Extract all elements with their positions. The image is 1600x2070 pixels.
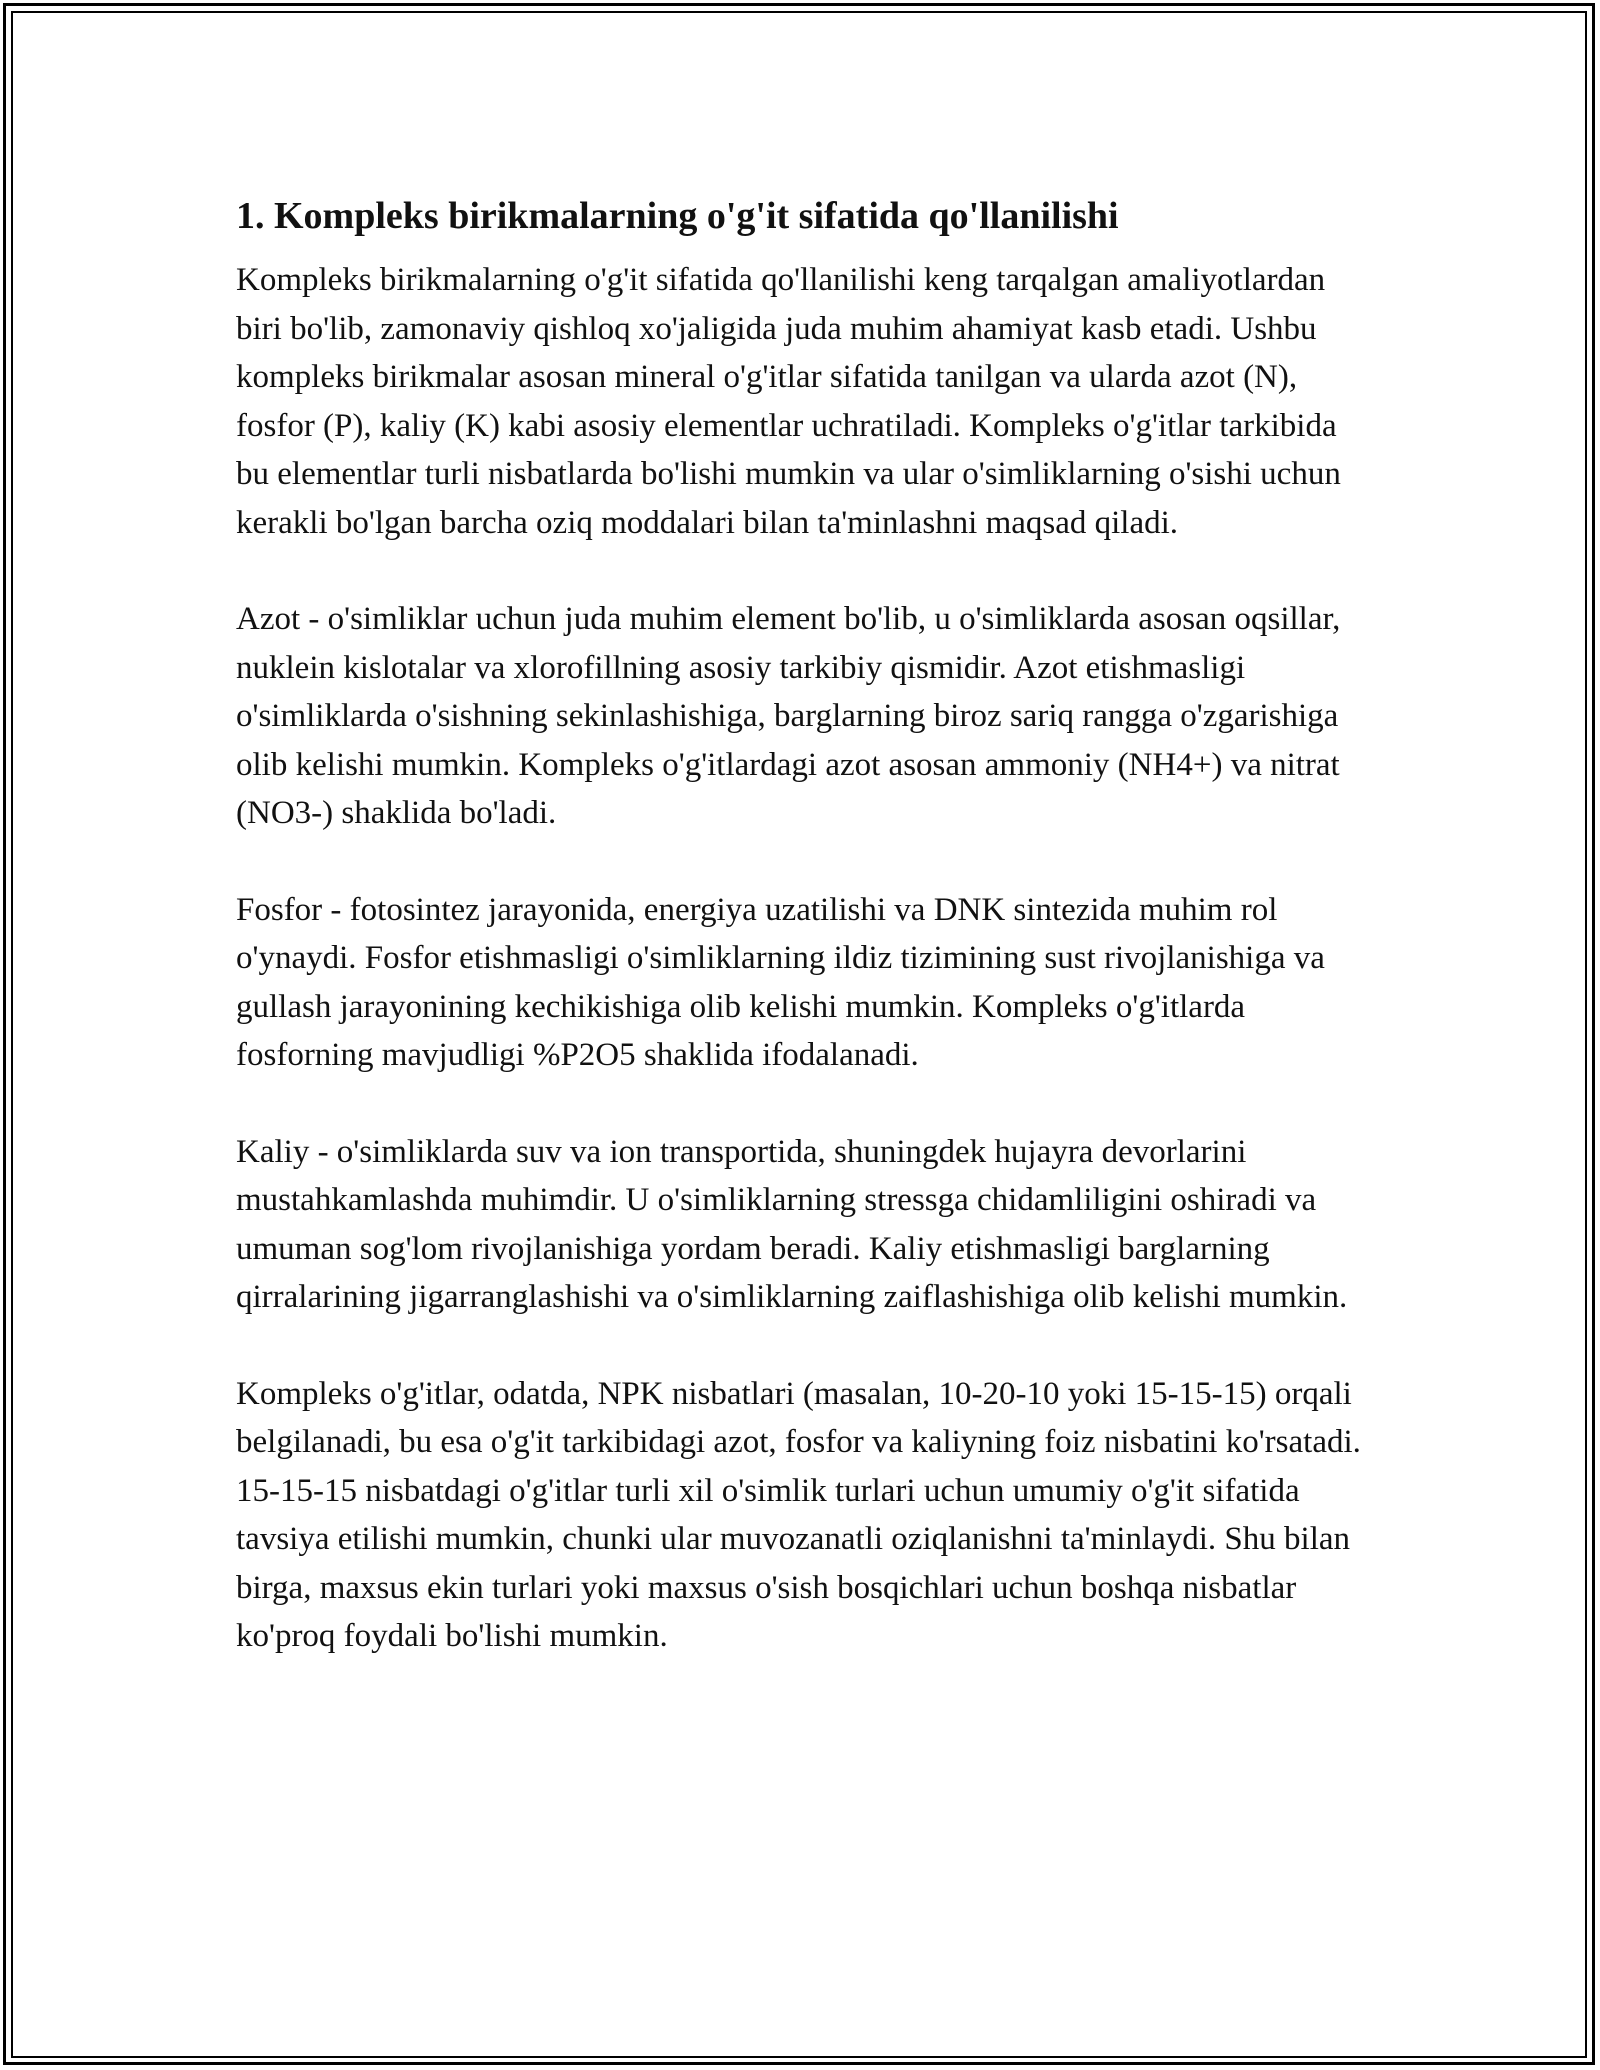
paragraph-potassium: Kaliy - o'simliklarda suv va ion transportida, shuningdek hujayra devorlarini mustahkamlashda muhimdir. U o'simliklarning stressga chidamliligini oshiradi va umuman sog'lom rivojlanishiga yordam beradi. Kaliy etishmasligi barglarning qirralarining jigarranglashishi va o'simliklarning zaiflashishiga olib kelishi mumkin. bbox=[236, 1133, 1348, 1315]
document-content bbox=[236, 188, 1366, 1709]
section-heading: 1. Kompleks birikmalarning o'g'it sifatida qo'llanilishi bbox=[236, 195, 1119, 237]
paragraph-nitrogen: Azot - o'simliklar uchun juda muhim element bo'lib, u o'simliklarda asosan oqsillar, nuklein kislotalar va xlorofillning asosiy tarkibiy qismidir. Azot etishmasligi o'simliklarda o'sishning sekinlashishiga, barglarning biroz sariq rangga o'zgarishiga olib kelishi mumkin. Kompleks o'g'itlardagi azot asosan ammoniy (NH4+) va nitrat (NO3-) shaklida bo'ladi. bbox=[236, 601, 1341, 831]
section-body bbox=[236, 256, 1366, 1661]
paragraph-npk-ratios: Kompleks o'g'itlar, odatda, NPK nisbatlari (masalan, 10-20-10 yoki 15-15-15) orqali belgilanadi, bu esa o'g'it tarkibidagi azot, fosfor va kaliyning foiz nisbatini ko'rsatadi. 15-15-15 nisbatdagi o'g'itlar turli xil o'simlik turlari uchun umumiy o'g'it sifatida tavsiya etilishi mumkin, chunki ular muvozanatli oziqlanishni ta'minlaydi. Shu bilan birga, maxsus ekin turlari yoki maxsus o'sish bosqichlari uchun boshqa nisbatlar ko'proq foydali bo'lishi mumkin. bbox=[236, 1375, 1361, 1654]
paragraph-overview: Kompleks birikmalarning o'g'it sifatida qo'llanilishi keng tarqalgan amaliyotlardan biri bo'lib, zamonaviy qishloq xo'jaligida juda muhim ahamiyat kasb etadi. Ushbu kompleks birikmalar asosan mineral o'g'itlar sifatida tanilgan va ularda azot (N), fosfor (P), kaliy (K) kabi asosiy elementlar uchratiladi. Kompleks o'g'itlar tarkibida bu elementlar turli nisbatlarda bo'lishi mumkin va ular o'simliklarning o'sishi uchun kerakli bo'lgan barcha oziq moddalari bilan ta'minlashni maqsad qiladi. bbox=[236, 262, 1341, 541]
paragraph-phosphorus: Fosfor - fotosintez jarayonida, energiya uzatilishi va DNK sintezida muhim rol o'ynaydi. Fosfor etishmasligi o'simliklarning ildiz tizimining sust rivojlanishiga va gullash jarayonining kechikishiga olib kelishi mumkin. Kompleks o'g'itlarda fosforning mavjudligi %P2O5 shaklida ifodalanadi. bbox=[236, 891, 1325, 1073]
